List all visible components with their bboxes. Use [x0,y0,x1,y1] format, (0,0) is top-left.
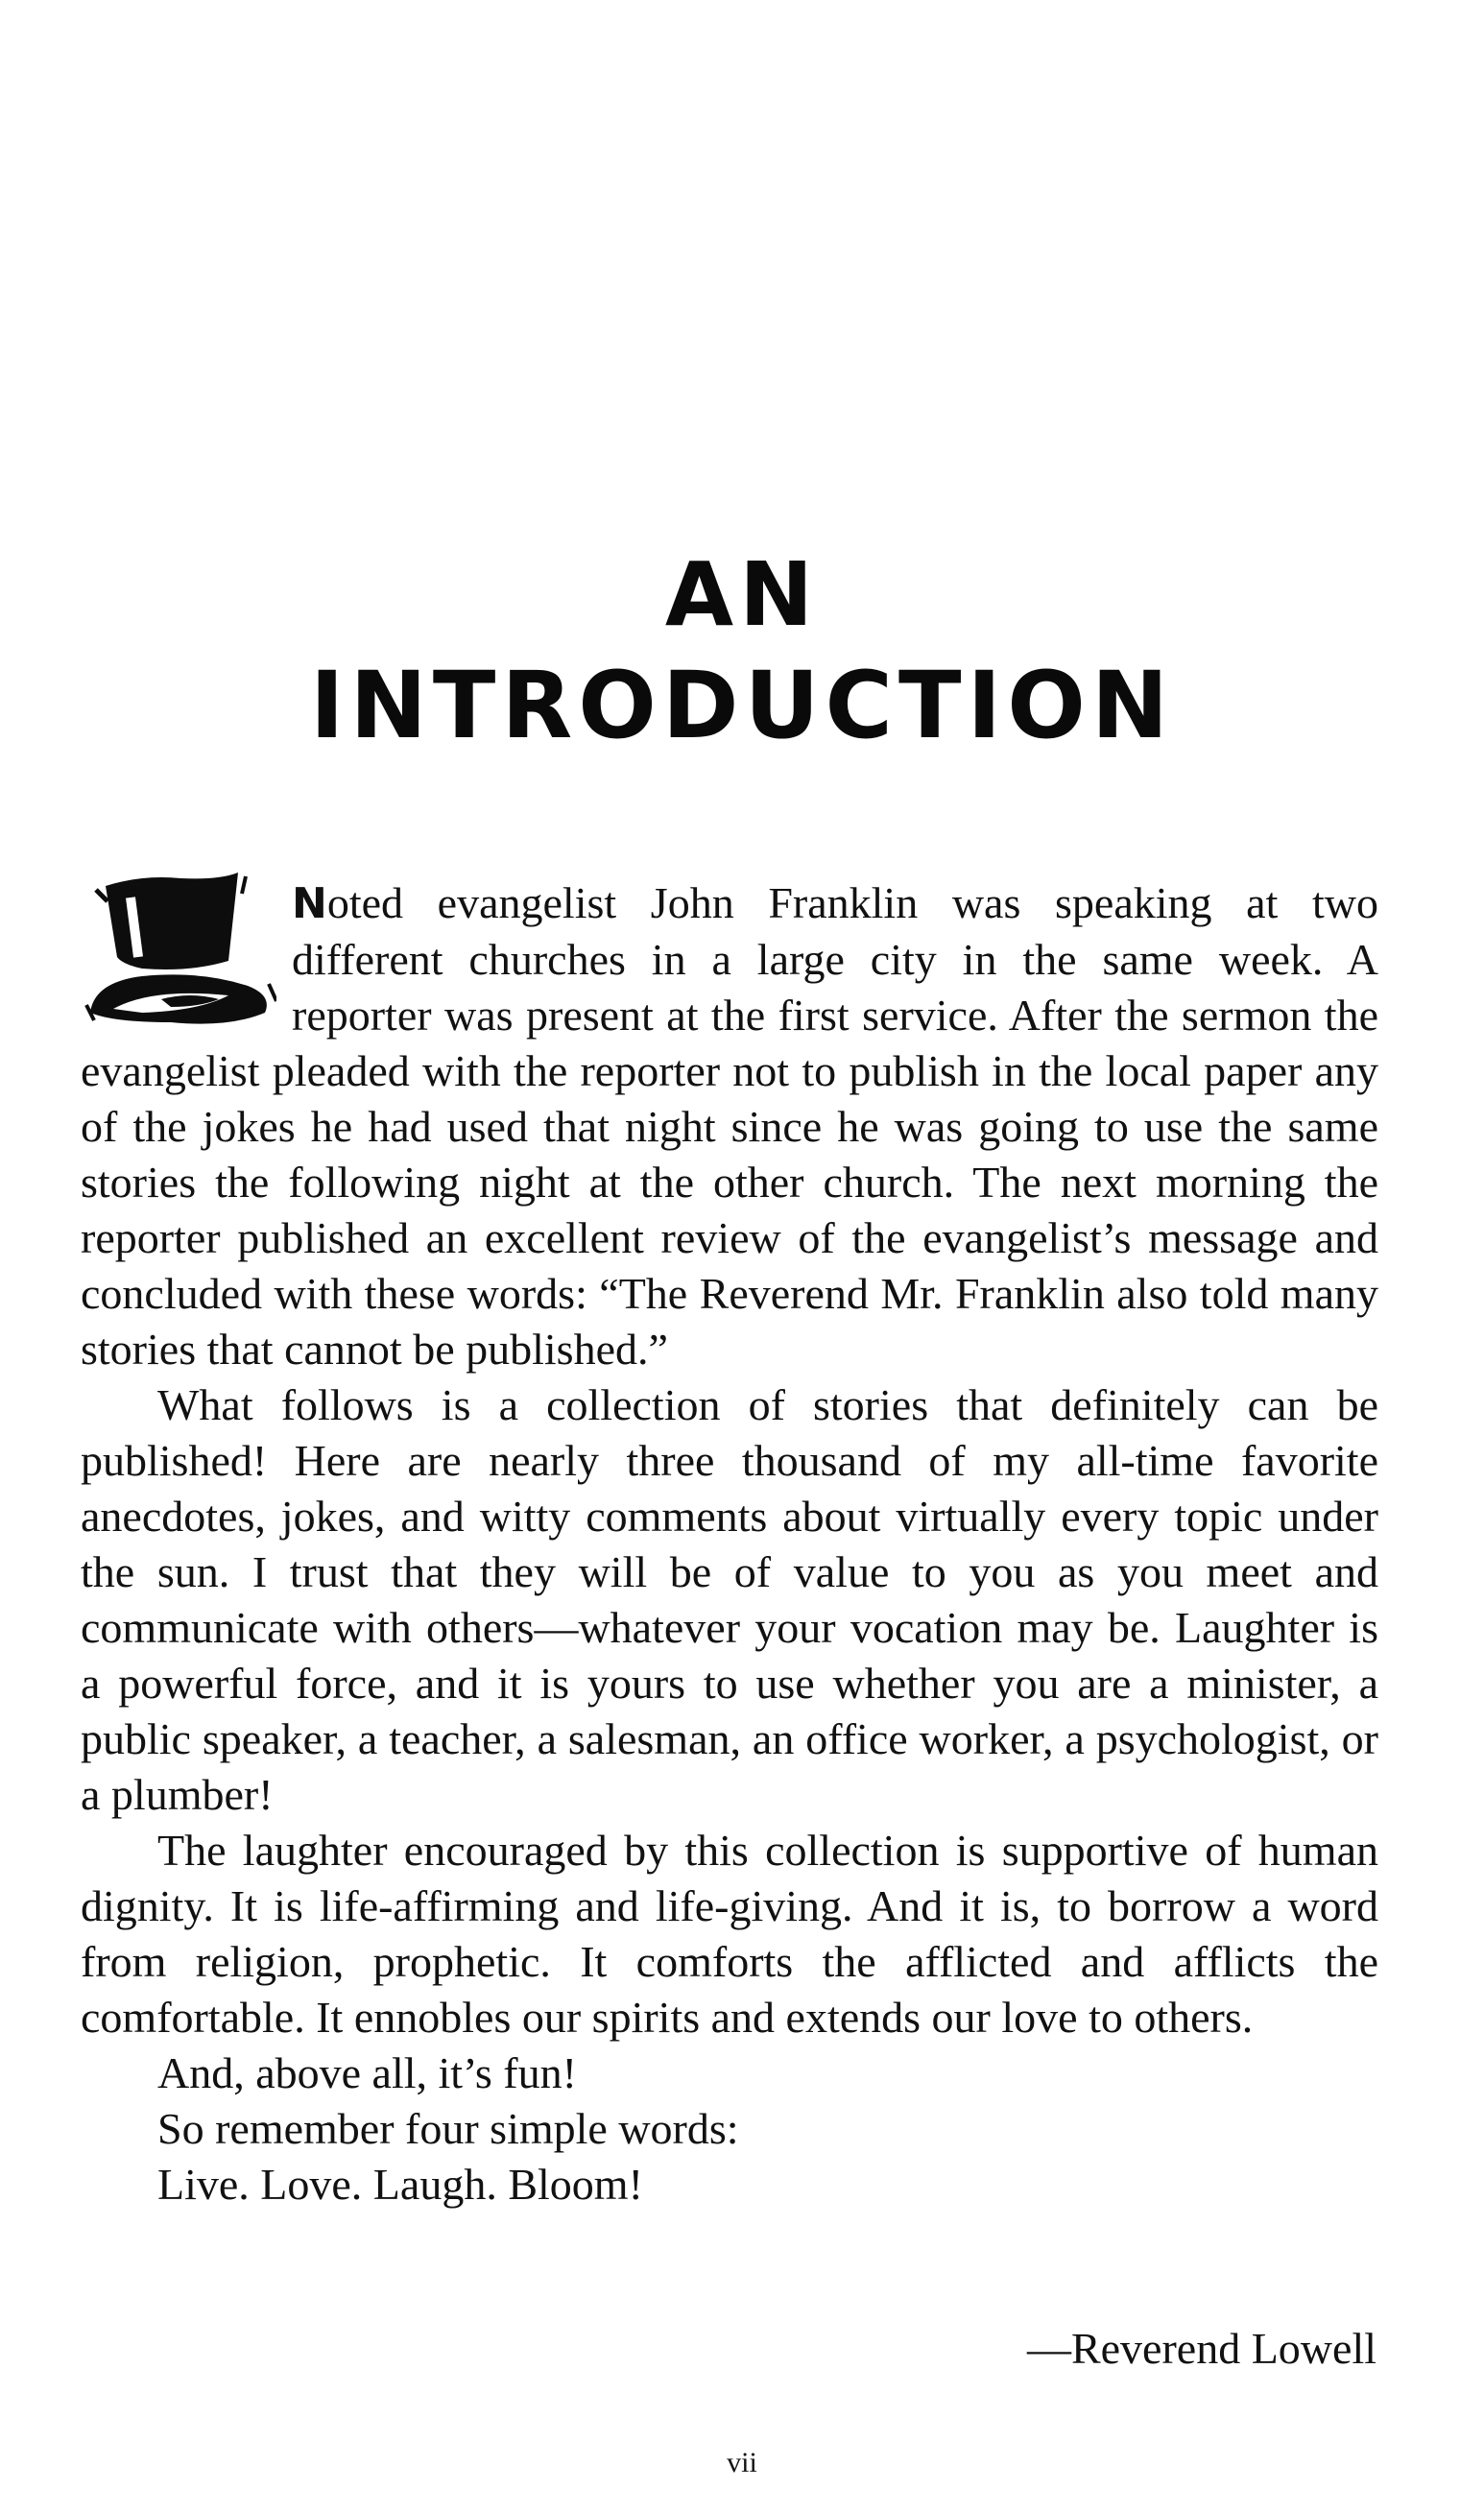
page-number: vii [727,2447,757,2478]
ornament-space [81,875,292,1037]
line-motto: Live. Love. Laugh. Bloom! [157,2160,643,2209]
paragraph-3: The laughter encouraged by this collection is supportive of human dignity. It is life-affirming and life-giving. And it is, to borrow a word from religion, prophetic. It comforts the afflicted and afflicts the comfortable. It ennobles our spirits and extends our love to others. [81,1826,1378,2042]
paragraph-2: What follows is a collection of stories that definitely can be published! Here are nearly three thousand of my all-time favorite anecdotes, jokes, and witty comments about virtually every topic under the sun. I trust that they will be of value to you as you meet and communicate with others—whatever your vocation may be. Laughter is a powerful force, and it is yours to use whether you are a minister, a public speaker, a teacher, a salesman, an office worker, a psychologist, or a plumber! [81,1380,1378,1819]
signature: —Reverend Lowell [1026,2324,1376,2373]
line-remember: So remember four simple words: [157,2104,739,2153]
line-fun: And, above all, it’s fun! [157,2048,577,2097]
lead-initial: N [292,879,327,928]
paragraph-1 [81,875,1378,1377]
chapter-title-line-2: INTRODUCTION [309,652,1175,759]
chapter-title-line-1: AN [664,543,820,646]
paragraph-1-text: oted evangelist John Franklin was speaking at two different churches in a large city in the same week. A reporter was present at the first service. After the sermon the evangelist pleaded with the reporter not to publish in the local paper any of the jokes he had used that night since he was going to use the same stories the following night at the other church. The next morning the reporter published an excellent review of the evangelist’s message and concluded with these words: “The Reverend Mr. Franklin also told many stories that cannot be published.” [81,878,1378,1374]
introduction-body [81,875,1378,2213]
